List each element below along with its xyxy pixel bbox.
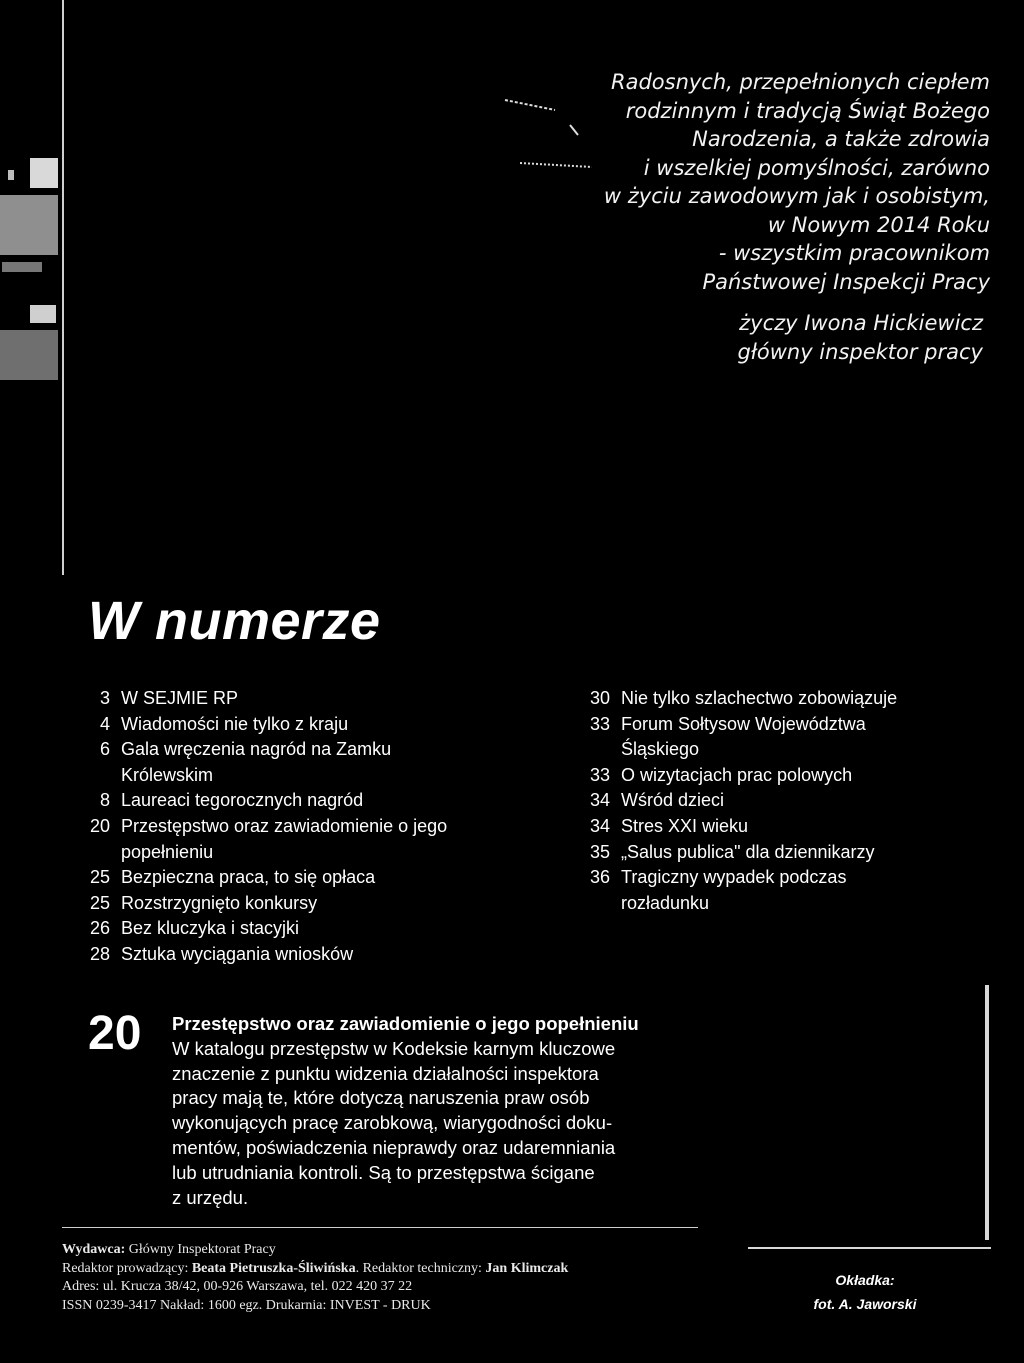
greeting-line: Narodzenia, a także zdrowia <box>692 127 990 151</box>
toc-entry[interactable] <box>576 712 897 738</box>
imprint-issn: ISSN 0239-3417 Nakład: 1600 egz. Drukarnia: INVEST - DRUK <box>62 1297 431 1313</box>
toc-entry[interactable] <box>576 763 897 789</box>
toc-page-number: 25 <box>89 867 110 888</box>
photo-fragment <box>8 170 14 180</box>
feature-text-line: wykonujących pracę zarobkową, wiarygodności doku- <box>172 1112 613 1134</box>
toc-title: W SEJMIE RP <box>121 688 239 708</box>
toc-page-number: 34 <box>589 790 610 811</box>
toc-entry[interactable] <box>576 686 897 712</box>
toc-title: Stres XXI wieku <box>621 815 749 836</box>
photo-fragment <box>0 330 58 380</box>
publisher-label: Wydawca: <box>62 1242 126 1257</box>
toc-title: Śląskiego <box>621 739 700 760</box>
toc-entry[interactable] <box>70 942 447 968</box>
toc-page-number <box>576 891 621 917</box>
toc-page-number: 33 <box>589 713 610 734</box>
toc-title: Laureaci tegorocznych nagród <box>121 790 364 811</box>
editor-name: Beata Pietruszka-Śliwińska <box>191 1260 356 1276</box>
feature-text-line: lub utrudniania kontroli. Są to przestępstwa ścigane <box>172 1161 595 1183</box>
imprint-publisher-line <box>62 1241 568 1260</box>
cover-credit <box>790 1268 940 1316</box>
feature-text-line: znaczenie z punktu widzenia działalności inspektora <box>172 1062 599 1084</box>
toc-page-number: 20 <box>89 815 110 836</box>
feature-text-line: z urzędu. <box>172 1186 249 1208</box>
greeting-line: - wszystkim pracownikom <box>718 241 990 265</box>
section-heading: W numerze <box>88 591 381 651</box>
toc-entry[interactable] <box>576 788 897 814</box>
toc-entry[interactable] <box>70 737 447 763</box>
toc-page-number <box>576 737 621 763</box>
toc-page-number: 36 <box>589 867 610 888</box>
greeting-line: Radosnych, przepełnionych ciepłem <box>610 70 990 94</box>
toc-entry[interactable] <box>70 814 447 840</box>
vertical-divider <box>985 985 989 1240</box>
toc-page-number: 4 <box>99 713 110 734</box>
toc-entry[interactable] <box>70 891 447 917</box>
feature-article-teaser[interactable] <box>172 1012 732 1210</box>
toc-entry[interactable] <box>70 840 447 866</box>
tech-editor-name: Jan Klimczak <box>485 1260 569 1276</box>
toc-title: Tragiczny wypadek podczas <box>621 867 847 888</box>
toc-page-number <box>70 840 121 866</box>
photo-fragment <box>0 195 58 255</box>
toc-entry[interactable] <box>70 788 447 814</box>
toc-title: Rozstrzygnięto konkursy <box>121 892 318 913</box>
toc-entry[interactable] <box>70 686 447 712</box>
signature-line: życzy Iwona Hickiewicz <box>739 311 983 335</box>
toc-title: popełnieniu <box>121 841 214 862</box>
toc-page-number: 34 <box>589 815 610 836</box>
toc-entry[interactable] <box>576 840 897 866</box>
toc-page-number: 33 <box>589 764 610 785</box>
holiday-greeting <box>520 68 990 296</box>
toc-title: Bezpieczna praca, to się opłaca <box>121 867 376 888</box>
imprint <box>62 1241 568 1315</box>
greeting-line: i wszelkiej pomyślności, zarówno <box>643 155 990 180</box>
toc-entry[interactable] <box>576 891 897 917</box>
publisher-name: Główny Inspektorat Pracy <box>125 1242 276 1257</box>
imprint-editor-line <box>62 1260 568 1279</box>
toc-title: Przestępstwo oraz zawiadomienie o jego <box>121 815 448 836</box>
feature-page-number: 20 <box>88 1007 142 1060</box>
toc-page-number <box>70 763 121 789</box>
photo-fragment <box>2 262 42 272</box>
feature-text-line: mentów, poświadczenia nieprawdy oraz udaremniania <box>172 1136 616 1158</box>
toc-title: Sztuka wyciągania wniosków <box>121 943 354 964</box>
toc-page-number: 6 <box>99 739 110 760</box>
toc-title: Nie tylko szlachectwo zobowiązuje <box>621 688 898 708</box>
greeting-signature <box>600 309 983 367</box>
toc-entry[interactable] <box>70 916 447 942</box>
toc-entry[interactable] <box>576 737 897 763</box>
cover-photographer: fot. A. Jaworski <box>813 1296 917 1312</box>
greeting-line: w Nowym 2014 Roku <box>767 212 990 237</box>
editor-label: Redaktor prowadzący: <box>62 1260 192 1276</box>
photo-fragment <box>30 158 58 188</box>
toc-entry[interactable] <box>576 865 897 891</box>
photo-strip <box>0 0 64 580</box>
toc-page-number: 30 <box>589 688 610 708</box>
toc-title: Gala wręczenia nagród na Zamku <box>121 739 392 760</box>
tech-editor-label: . Redaktor techniczny: <box>355 1260 486 1276</box>
feature-text-line: W katalogu przestępstw w Kodeksie karnym kluczowe <box>172 1037 616 1059</box>
toc-entry[interactable] <box>70 865 447 891</box>
signature-line: główny inspektor pracy <box>737 340 983 364</box>
toc-right-column <box>576 686 897 916</box>
toc-entry[interactable] <box>70 763 447 789</box>
greeting-line: rodzinnym i tradycją Świąt Bożego <box>625 98 990 123</box>
toc-page-number: 25 <box>89 892 110 913</box>
cover-label: Okładka: <box>835 1272 895 1288</box>
cover-divider <box>748 1247 991 1249</box>
toc-entry[interactable] <box>576 814 897 840</box>
toc-page-number: 26 <box>89 918 110 939</box>
imprint-address: Adres: ul. Krucza 38/42, 00-926 Warszawa, tel. 022 420 37 22 <box>62 1279 413 1295</box>
toc-title: Wiadomości nie tylko z kraju <box>121 713 349 734</box>
toc-title: Bez kluczyka i stacyjki <box>121 918 300 939</box>
feature-title: Przestępstwo oraz zawiadomienie o jego popełnieniu <box>172 1013 639 1034</box>
toc-page-number: 28 <box>89 943 110 964</box>
toc-title: Forum Sołtysow Województwa <box>621 713 866 734</box>
greeting-line: Państwowej Inspekcji Pracy <box>702 269 990 294</box>
toc-entry[interactable] <box>70 712 447 738</box>
toc-title: O wizytacjach prac polowych <box>621 764 853 785</box>
toc-page-number: 8 <box>99 790 110 811</box>
toc-left-column <box>70 686 447 968</box>
toc-title: rozładunku <box>621 892 710 913</box>
toc-page-number: 3 <box>99 688 110 708</box>
photo-fragment <box>30 305 56 323</box>
toc-title: Wśród dzieci <box>621 790 725 811</box>
photo-edge <box>62 0 64 575</box>
greeting-line: w życiu zawodowym jak i osobistym, <box>603 184 990 208</box>
feature-text-line: pracy mają te, które dotyczą naruszenia praw osób <box>172 1087 590 1109</box>
toc-title: „Salus publica" dla dziennikarzy <box>621 841 875 862</box>
toc-title: Królewskim <box>121 764 214 785</box>
imprint-divider <box>62 1227 698 1228</box>
toc-page-number: 35 <box>589 841 610 862</box>
